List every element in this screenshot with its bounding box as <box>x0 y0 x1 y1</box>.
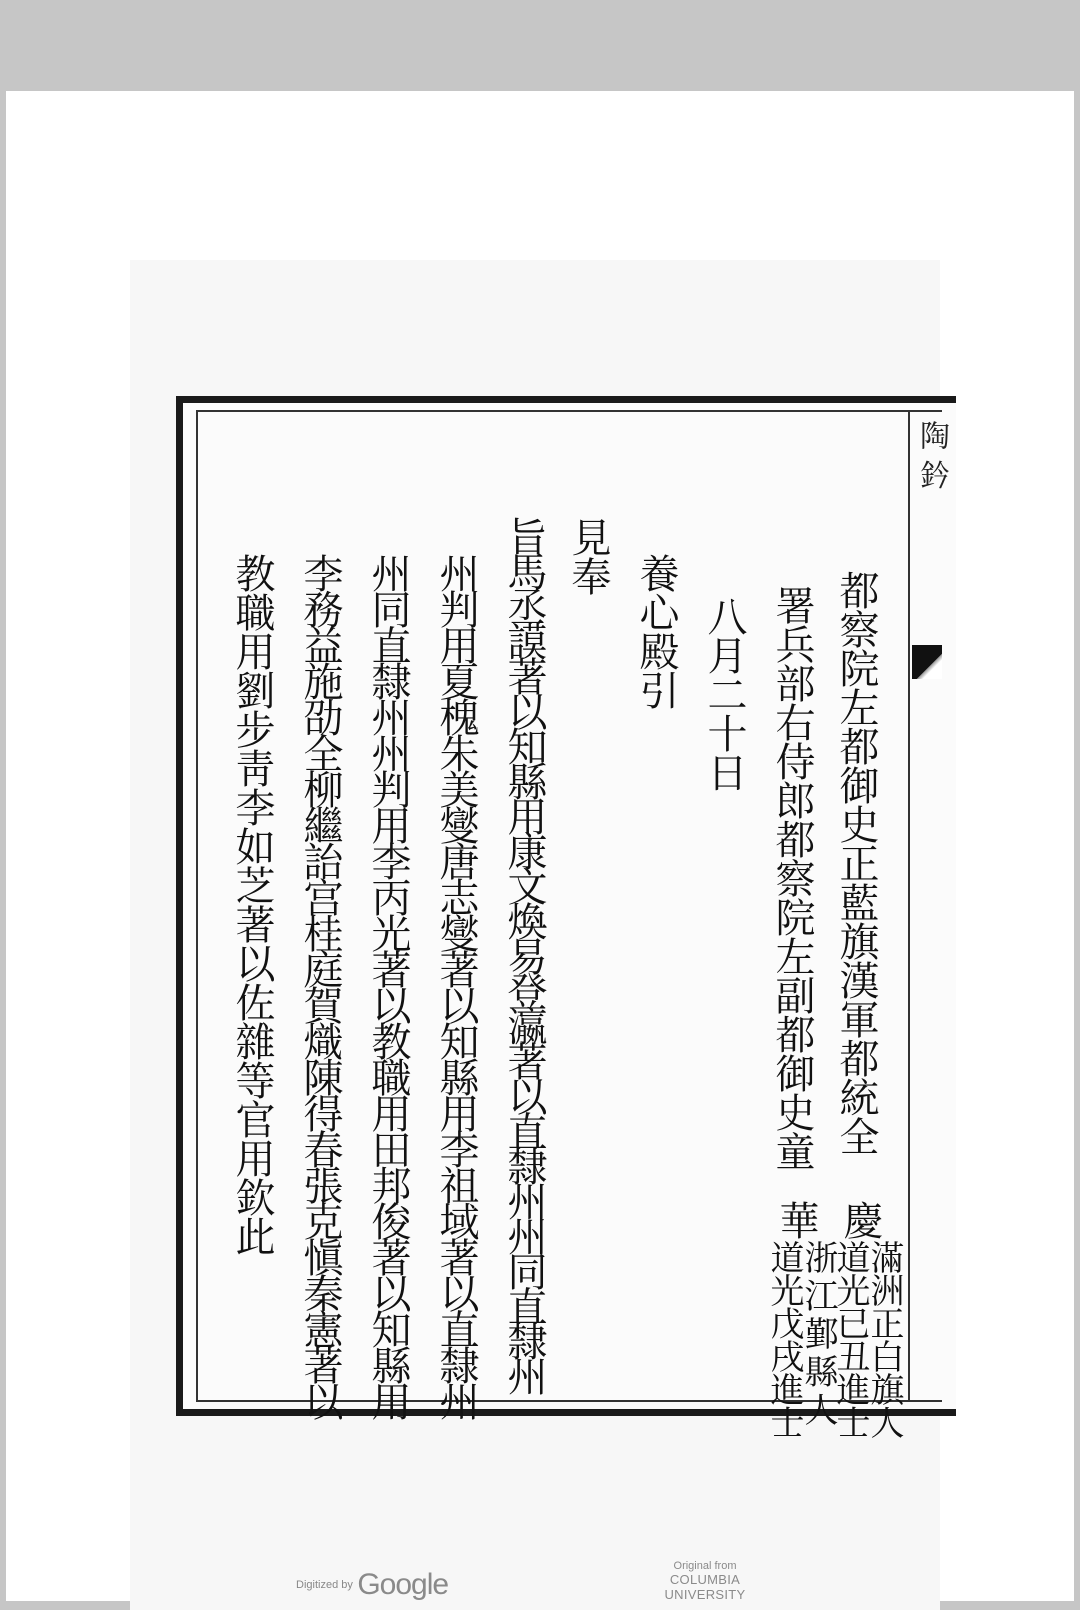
margin-edge-text: 陶 鈐 <box>914 420 949 490</box>
text-column-2: 署兵部右侍郎都察院左副都御史童 <box>769 585 815 1170</box>
digitized-by-credit <box>296 1568 448 1602</box>
fold-line <box>908 410 910 1402</box>
note-2-left: 道光戊戌進士 <box>764 1240 804 1438</box>
text-column-1: 都察院左都御史正藍旗漢軍都統全 <box>833 570 879 1155</box>
original-from-label: Original from <box>673 1560 737 1572</box>
text-column-3: 八月二十日 <box>701 596 747 791</box>
text-column-7: 州判用夏槐朱美燮唐志燮著以知縣用李祖域著以直隸州 <box>433 553 479 1417</box>
original-from-credit <box>630 1560 780 1602</box>
text-column-4: 養心殿引 <box>633 553 679 709</box>
note-2-right: 浙江鄞縣人 <box>798 1240 838 1430</box>
text-column-5: 見奉 <box>565 517 611 595</box>
name-char-1: 慶 <box>837 1200 883 1239</box>
note-1-right: 滿洲正白旗人 <box>864 1240 904 1438</box>
google-logo: Google <box>357 1568 449 1601</box>
digitized-by-label: Digitized by <box>296 1579 353 1591</box>
text-column-10: 教職用劉步靑李如芝著以佐雜等官用欽此 <box>229 553 275 1255</box>
text-column-9: 李務益施劭全柳繼詒宫桂庭賀熾陳得春張克愼秦憲著以 <box>297 553 343 1417</box>
text-column-8: 州同直隸州州判用李丙光著以教職用田邦俊著以知縣用 <box>365 553 411 1417</box>
university-label: COLUMBIA UNIVERSITY <box>664 1572 746 1602</box>
name-char-2: 華 <box>773 1200 819 1239</box>
note-1-left: 道光已丑進士 <box>830 1240 870 1438</box>
fishtail-mark <box>912 645 942 679</box>
text-column-6: 旨馬丞謨著以知縣用康文煥易登瀛著以直隸州州同直隸州 <box>501 516 547 1391</box>
